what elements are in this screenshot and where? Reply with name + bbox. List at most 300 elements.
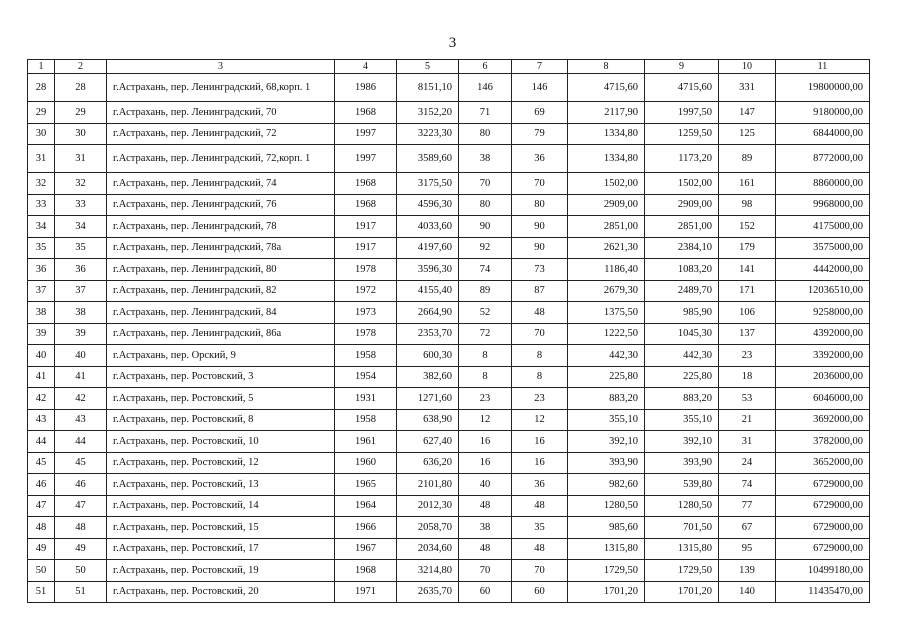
col8-cell: 1701,20: [568, 581, 645, 603]
col7-cell: 48: [512, 495, 568, 517]
col6-cell: 38: [459, 517, 512, 539]
year-cell: 1986: [335, 74, 397, 102]
col10-cell: 77: [719, 495, 776, 517]
col9-cell: 393,90: [645, 452, 719, 474]
year-cell: 1931: [335, 388, 397, 410]
col8-cell: 1186,40: [568, 259, 645, 281]
area-cell: 3214,80: [397, 560, 459, 582]
table-row: [28, 560, 870, 582]
row-number-cell: 49: [28, 538, 55, 560]
item-number-cell: 49: [55, 538, 107, 560]
table-header: [28, 60, 870, 74]
area-cell: 636,20: [397, 452, 459, 474]
col9-cell: 2489,70: [645, 280, 719, 302]
cost-cell: 11435470,00: [776, 581, 870, 603]
cost-cell: 4175000,00: [776, 216, 870, 238]
cost-cell: 10499180,00: [776, 560, 870, 582]
col6-cell: 80: [459, 123, 512, 145]
col10-cell: 21: [719, 409, 776, 431]
address-cell: г.Астрахань, пер. Ленинградский, 78а: [107, 237, 335, 259]
cost-cell: 3692000,00: [776, 409, 870, 431]
item-number-cell: 48: [55, 517, 107, 539]
item-number-cell: 46: [55, 474, 107, 496]
table-row: [28, 302, 870, 324]
row-number-cell: 48: [28, 517, 55, 539]
col7-cell: 48: [512, 302, 568, 324]
address-cell: г.Астрахань, пер. Ростовский, 13: [107, 474, 335, 496]
col8-cell: 2909,00: [568, 194, 645, 216]
col8-cell: 1729,50: [568, 560, 645, 582]
col6-cell: 70: [459, 173, 512, 195]
item-number-cell: 50: [55, 560, 107, 582]
col8-cell: 1315,80: [568, 538, 645, 560]
year-cell: 1958: [335, 345, 397, 367]
col9-cell: 883,20: [645, 388, 719, 410]
table-body: [28, 74, 870, 603]
area-cell: 3152,20: [397, 102, 459, 124]
table-row: [28, 431, 870, 453]
col9-cell: 355,10: [645, 409, 719, 431]
address-cell: г.Астрахань, пер. Ленинградский, 86а: [107, 323, 335, 345]
item-number-cell: 35: [55, 237, 107, 259]
col10-cell: 95: [719, 538, 776, 560]
col7-cell: 90: [512, 237, 568, 259]
col6-cell: 16: [459, 452, 512, 474]
area-cell: 2058,70: [397, 517, 459, 539]
cost-cell: 6729000,00: [776, 538, 870, 560]
area-cell: 4155,40: [397, 280, 459, 302]
header-cell-9: 9: [645, 60, 719, 74]
year-cell: 1973: [335, 302, 397, 324]
table-row: [28, 173, 870, 195]
area-cell: 2034,60: [397, 538, 459, 560]
row-number-cell: 33: [28, 194, 55, 216]
col6-cell: 89: [459, 280, 512, 302]
col8-cell: 355,10: [568, 409, 645, 431]
col10-cell: 161: [719, 173, 776, 195]
header-cell-8: 8: [568, 60, 645, 74]
area-cell: 2635,70: [397, 581, 459, 603]
year-cell: 1967: [335, 538, 397, 560]
col9-cell: 442,30: [645, 345, 719, 367]
col7-cell: 87: [512, 280, 568, 302]
area-cell: 627,40: [397, 431, 459, 453]
col7-cell: 8: [512, 366, 568, 388]
address-cell: г.Астрахань, пер. Ленинградский, 82: [107, 280, 335, 302]
row-number-cell: 42: [28, 388, 55, 410]
cost-cell: 4442000,00: [776, 259, 870, 281]
col9-cell: 701,50: [645, 517, 719, 539]
address-cell: г.Астрахань, пер. Орский, 9: [107, 345, 335, 367]
col8-cell: 1222,50: [568, 323, 645, 345]
item-number-cell: 51: [55, 581, 107, 603]
year-cell: 1978: [335, 259, 397, 281]
col7-cell: 70: [512, 323, 568, 345]
col8-cell: 2621,30: [568, 237, 645, 259]
col8-cell: 1375,50: [568, 302, 645, 324]
cost-cell: 9968000,00: [776, 194, 870, 216]
row-number-cell: 41: [28, 366, 55, 388]
col7-cell: 36: [512, 145, 568, 173]
col8-cell: 2679,30: [568, 280, 645, 302]
year-cell: 1917: [335, 237, 397, 259]
col6-cell: 38: [459, 145, 512, 173]
header-cell-7: 7: [512, 60, 568, 74]
area-cell: 600,30: [397, 345, 459, 367]
address-cell: г.Астрахань, пер. Ростовский, 20: [107, 581, 335, 603]
col7-cell: 69: [512, 102, 568, 124]
item-number-cell: 28: [55, 74, 107, 102]
col7-cell: 60: [512, 581, 568, 603]
year-cell: 1960: [335, 452, 397, 474]
table-row: [28, 194, 870, 216]
address-cell: г.Астрахань, пер. Ростовский, 5: [107, 388, 335, 410]
col10-cell: 98: [719, 194, 776, 216]
col7-cell: 146: [512, 74, 568, 102]
cost-cell: 3392000,00: [776, 345, 870, 367]
header-cell-5: 5: [397, 60, 459, 74]
header-row: [28, 60, 870, 74]
item-number-cell: 32: [55, 173, 107, 195]
col9-cell: 1280,50: [645, 495, 719, 517]
table-row: [28, 388, 870, 410]
col10-cell: 24: [719, 452, 776, 474]
col10-cell: 125: [719, 123, 776, 145]
row-number-cell: 35: [28, 237, 55, 259]
area-cell: 4033,60: [397, 216, 459, 238]
year-cell: 1954: [335, 366, 397, 388]
col9-cell: 1083,20: [645, 259, 719, 281]
row-number-cell: 28: [28, 74, 55, 102]
area-cell: 8151,10: [397, 74, 459, 102]
col8-cell: 4715,60: [568, 74, 645, 102]
address-cell: г.Астрахань, пер. Ленинградский, 72,корп. 1: [107, 145, 335, 173]
col8-cell: 883,20: [568, 388, 645, 410]
table-row: [28, 280, 870, 302]
year-cell: 1966: [335, 517, 397, 539]
address-cell: г.Астрахань, пер. Ростовский, 10: [107, 431, 335, 453]
table-row: [28, 237, 870, 259]
col8-cell: 1502,00: [568, 173, 645, 195]
col6-cell: 72: [459, 323, 512, 345]
item-number-cell: 29: [55, 102, 107, 124]
address-cell: г.Астрахань, пер. Ленинградский, 72: [107, 123, 335, 145]
col9-cell: 392,10: [645, 431, 719, 453]
row-number-cell: 31: [28, 145, 55, 173]
col8-cell: 1334,80: [568, 123, 645, 145]
col9-cell: 1729,50: [645, 560, 719, 582]
col10-cell: 31: [719, 431, 776, 453]
row-number-cell: 51: [28, 581, 55, 603]
col7-cell: 70: [512, 560, 568, 582]
item-number-cell: 31: [55, 145, 107, 173]
col6-cell: 146: [459, 74, 512, 102]
col7-cell: 8: [512, 345, 568, 367]
row-number-cell: 40: [28, 345, 55, 367]
row-number-cell: 37: [28, 280, 55, 302]
col8-cell: 2117,90: [568, 102, 645, 124]
row-number-cell: 32: [28, 173, 55, 195]
col7-cell: 90: [512, 216, 568, 238]
address-cell: г.Астрахань, пер. Ростовский, 19: [107, 560, 335, 582]
col9-cell: 1502,00: [645, 173, 719, 195]
col8-cell: 985,60: [568, 517, 645, 539]
col6-cell: 40: [459, 474, 512, 496]
col10-cell: 140: [719, 581, 776, 603]
col10-cell: 106: [719, 302, 776, 324]
address-cell: г.Астрахань, пер. Ленинградский, 80: [107, 259, 335, 281]
table-row: [28, 323, 870, 345]
year-cell: 1961: [335, 431, 397, 453]
col6-cell: 16: [459, 431, 512, 453]
year-cell: 1972: [335, 280, 397, 302]
col9-cell: 985,90: [645, 302, 719, 324]
area-cell: 3596,30: [397, 259, 459, 281]
address-cell: г.Астрахань, пер. Ленинградский, 76: [107, 194, 335, 216]
cost-cell: 6729000,00: [776, 517, 870, 539]
year-cell: 1968: [335, 194, 397, 216]
year-cell: 1964: [335, 495, 397, 517]
header-cell-4: 4: [335, 60, 397, 74]
year-cell: 1968: [335, 560, 397, 582]
col8-cell: 392,10: [568, 431, 645, 453]
col8-cell: 982,60: [568, 474, 645, 496]
col7-cell: 16: [512, 452, 568, 474]
year-cell: 1997: [335, 145, 397, 173]
item-number-cell: 33: [55, 194, 107, 216]
col8-cell: 442,30: [568, 345, 645, 367]
row-number-cell: 45: [28, 452, 55, 474]
table-row: [28, 259, 870, 281]
col7-cell: 12: [512, 409, 568, 431]
item-number-cell: 41: [55, 366, 107, 388]
item-number-cell: 40: [55, 345, 107, 367]
item-number-cell: 37: [55, 280, 107, 302]
row-number-cell: 50: [28, 560, 55, 582]
col10-cell: 331: [719, 74, 776, 102]
table-row: [28, 123, 870, 145]
col8-cell: 2851,00: [568, 216, 645, 238]
cost-cell: 8772000,00: [776, 145, 870, 173]
cost-cell: 3575000,00: [776, 237, 870, 259]
area-cell: 2012,30: [397, 495, 459, 517]
year-cell: 1958: [335, 409, 397, 431]
col10-cell: 152: [719, 216, 776, 238]
col6-cell: 8: [459, 366, 512, 388]
row-number-cell: 38: [28, 302, 55, 324]
col10-cell: 147: [719, 102, 776, 124]
cost-cell: 6844000,00: [776, 123, 870, 145]
address-cell: г.Астрахань, пер. Ростовский, 12: [107, 452, 335, 474]
row-number-cell: 34: [28, 216, 55, 238]
col6-cell: 8: [459, 345, 512, 367]
col9-cell: 225,80: [645, 366, 719, 388]
col7-cell: 23: [512, 388, 568, 410]
table-row: [28, 452, 870, 474]
year-cell: 1965: [335, 474, 397, 496]
col9-cell: 4715,60: [645, 74, 719, 102]
area-cell: 3223,30: [397, 123, 459, 145]
cost-cell: 6046000,00: [776, 388, 870, 410]
col10-cell: 179: [719, 237, 776, 259]
col9-cell: 2384,10: [645, 237, 719, 259]
col8-cell: 225,80: [568, 366, 645, 388]
address-cell: г.Астрахань, пер. Ленинградский, 74: [107, 173, 335, 195]
col7-cell: 36: [512, 474, 568, 496]
row-number-cell: 39: [28, 323, 55, 345]
address-cell: г.Астрахань, пер. Ленинградский, 70: [107, 102, 335, 124]
col6-cell: 70: [459, 560, 512, 582]
table-row: [28, 538, 870, 560]
table-row: [28, 366, 870, 388]
header-cell-6: 6: [459, 60, 512, 74]
cost-cell: 6729000,00: [776, 495, 870, 517]
col9-cell: 1259,50: [645, 123, 719, 145]
col7-cell: 35: [512, 517, 568, 539]
year-cell: 1917: [335, 216, 397, 238]
address-cell: г.Астрахань, пер. Ростовский, 15: [107, 517, 335, 539]
table-row: [28, 474, 870, 496]
cost-cell: 4392000,00: [776, 323, 870, 345]
area-cell: 3175,50: [397, 173, 459, 195]
col10-cell: 74: [719, 474, 776, 496]
cost-cell: 9180000,00: [776, 102, 870, 124]
housing-table: [27, 59, 870, 603]
col6-cell: 48: [459, 495, 512, 517]
table-row: [28, 216, 870, 238]
cost-cell: 19800000,00: [776, 74, 870, 102]
table-row: [28, 581, 870, 603]
header-cell-1: 1: [28, 60, 55, 74]
table-row: [28, 495, 870, 517]
table-row: [28, 409, 870, 431]
page-number: 3: [448, 35, 457, 51]
cost-cell: 2036000,00: [776, 366, 870, 388]
year-cell: 1997: [335, 123, 397, 145]
col6-cell: 80: [459, 194, 512, 216]
row-number-cell: 44: [28, 431, 55, 453]
row-number-cell: 46: [28, 474, 55, 496]
col9-cell: 1173,20: [645, 145, 719, 173]
cost-cell: 8860000,00: [776, 173, 870, 195]
year-cell: 1971: [335, 581, 397, 603]
col8-cell: 393,90: [568, 452, 645, 474]
year-cell: 1968: [335, 173, 397, 195]
col6-cell: 12: [459, 409, 512, 431]
col9-cell: 1701,20: [645, 581, 719, 603]
col7-cell: 79: [512, 123, 568, 145]
col10-cell: 137: [719, 323, 776, 345]
address-cell: г.Астрахань, пер. Ленинградский, 68,корп. 1: [107, 74, 335, 102]
col10-cell: 171: [719, 280, 776, 302]
header-cell-10: 10: [719, 60, 776, 74]
area-cell: 2353,70: [397, 323, 459, 345]
col9-cell: 2851,00: [645, 216, 719, 238]
item-number-cell: 39: [55, 323, 107, 345]
year-cell: 1968: [335, 102, 397, 124]
row-number-cell: 36: [28, 259, 55, 281]
col10-cell: 67: [719, 517, 776, 539]
cost-cell: 6729000,00: [776, 474, 870, 496]
table-row: [28, 145, 870, 173]
item-number-cell: 42: [55, 388, 107, 410]
col6-cell: 92: [459, 237, 512, 259]
col9-cell: 1045,30: [645, 323, 719, 345]
address-cell: г.Астрахань, пер. Ростовский, 8: [107, 409, 335, 431]
cost-cell: 12036510,00: [776, 280, 870, 302]
item-number-cell: 36: [55, 259, 107, 281]
col6-cell: 60: [459, 581, 512, 603]
header-cell-11: 11: [776, 60, 870, 74]
area-cell: 638,90: [397, 409, 459, 431]
row-number-cell: 47: [28, 495, 55, 517]
col6-cell: 90: [459, 216, 512, 238]
cost-cell: 3652000,00: [776, 452, 870, 474]
row-number-cell: 43: [28, 409, 55, 431]
col10-cell: 141: [719, 259, 776, 281]
col7-cell: 70: [512, 173, 568, 195]
area-cell: 4197,60: [397, 237, 459, 259]
col10-cell: 89: [719, 145, 776, 173]
col8-cell: 1334,80: [568, 145, 645, 173]
table-row: [28, 102, 870, 124]
col10-cell: 23: [719, 345, 776, 367]
address-cell: г.Астрахань, пер. Ростовский, 14: [107, 495, 335, 517]
col7-cell: 80: [512, 194, 568, 216]
header-cell-2: 2: [55, 60, 107, 74]
area-cell: 4596,30: [397, 194, 459, 216]
col10-cell: 139: [719, 560, 776, 582]
cost-cell: 3782000,00: [776, 431, 870, 453]
year-cell: 1978: [335, 323, 397, 345]
address-cell: г.Астрахань, пер. Ленинградский, 78: [107, 216, 335, 238]
header-cell-3: 3: [107, 60, 335, 74]
area-cell: 1271,60: [397, 388, 459, 410]
col8-cell: 1280,50: [568, 495, 645, 517]
item-number-cell: 44: [55, 431, 107, 453]
item-number-cell: 30: [55, 123, 107, 145]
col7-cell: 16: [512, 431, 568, 453]
col7-cell: 73: [512, 259, 568, 281]
item-number-cell: 47: [55, 495, 107, 517]
col6-cell: 52: [459, 302, 512, 324]
item-number-cell: 43: [55, 409, 107, 431]
table-row: [28, 74, 870, 102]
table-row: [28, 345, 870, 367]
area-cell: 2664,90: [397, 302, 459, 324]
row-number-cell: 29: [28, 102, 55, 124]
table-row: [28, 517, 870, 539]
col6-cell: 71: [459, 102, 512, 124]
col6-cell: 48: [459, 538, 512, 560]
col9-cell: 1997,50: [645, 102, 719, 124]
item-number-cell: 34: [55, 216, 107, 238]
item-number-cell: 45: [55, 452, 107, 474]
col6-cell: 23: [459, 388, 512, 410]
col10-cell: 53: [719, 388, 776, 410]
cost-cell: 9258000,00: [776, 302, 870, 324]
item-number-cell: 38: [55, 302, 107, 324]
address-cell: г.Астрахань, пер. Ростовский, 17: [107, 538, 335, 560]
col7-cell: 48: [512, 538, 568, 560]
col6-cell: 74: [459, 259, 512, 281]
row-number-cell: 30: [28, 123, 55, 145]
area-cell: 2101,80: [397, 474, 459, 496]
address-cell: г.Астрахань, пер. Ростовский, 3: [107, 366, 335, 388]
address-cell: г.Астрахань, пер. Ленинградский, 84: [107, 302, 335, 324]
area-cell: 382,60: [397, 366, 459, 388]
area-cell: 3589,60: [397, 145, 459, 173]
